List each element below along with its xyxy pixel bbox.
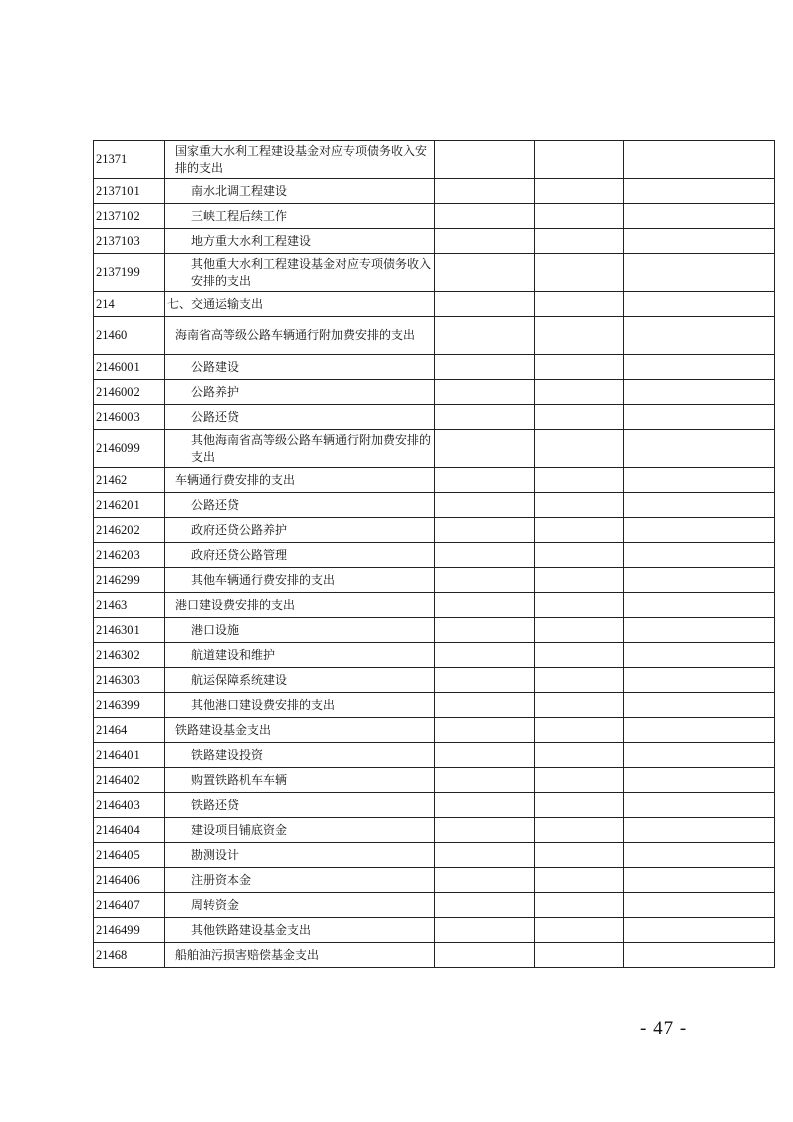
empty-cell (435, 179, 535, 204)
table-row (94, 380, 775, 405)
empty-cell (435, 493, 535, 518)
page-number: - 47 - (640, 1018, 688, 1039)
row-code: 2146002 (94, 380, 165, 405)
empty-cell (435, 355, 535, 380)
empty-cell (435, 943, 535, 968)
table-row (94, 718, 775, 743)
table-row (94, 593, 775, 618)
empty-cell (624, 918, 775, 943)
empty-cell (435, 643, 535, 668)
empty-cell (535, 693, 624, 718)
row-name: 车辆通行费安排的支出 (165, 468, 435, 493)
row-name: 航道建设和维护 (165, 643, 435, 668)
row-code: 21462 (94, 468, 165, 493)
row-name: 注册资本金 (165, 868, 435, 893)
row-name: 其他车辆通行费安排的支出 (165, 568, 435, 593)
empty-cell (624, 643, 775, 668)
empty-cell (535, 843, 624, 868)
row-code: 2146399 (94, 693, 165, 718)
empty-cell (624, 317, 775, 355)
empty-cell (624, 179, 775, 204)
table-row (94, 618, 775, 643)
empty-cell (624, 693, 775, 718)
table-row (94, 893, 775, 918)
empty-cell (535, 618, 624, 643)
row-code: 2146407 (94, 893, 165, 918)
row-code: 2137199 (94, 254, 165, 292)
empty-cell (624, 768, 775, 793)
table-row (94, 141, 775, 179)
table-row (94, 493, 775, 518)
empty-cell (624, 893, 775, 918)
empty-cell (535, 179, 624, 204)
table-row (94, 405, 775, 430)
empty-cell (624, 204, 775, 229)
row-code: 2146403 (94, 793, 165, 818)
row-code: 2146203 (94, 543, 165, 568)
row-code: 2146202 (94, 518, 165, 543)
row-code: 2146001 (94, 355, 165, 380)
empty-cell (624, 468, 775, 493)
empty-cell (435, 518, 535, 543)
table-row (94, 468, 775, 493)
row-name: 购置铁路机车车辆 (165, 768, 435, 793)
table-row (94, 355, 775, 380)
row-name: 政府还贷公路养护 (165, 518, 435, 543)
row-code: 214 (94, 292, 165, 317)
empty-cell (535, 317, 624, 355)
row-code: 21463 (94, 593, 165, 618)
row-code: 21468 (94, 943, 165, 968)
row-name: 铁路建设投资 (165, 743, 435, 768)
row-name: 港口建设费安排的支出 (165, 593, 435, 618)
row-name: 公路养护 (165, 380, 435, 405)
row-code: 21371 (94, 141, 165, 179)
row-code: 2146401 (94, 743, 165, 768)
row-code: 2146405 (94, 843, 165, 868)
row-name: 铁路建设基金支出 (165, 718, 435, 743)
row-code: 2146402 (94, 768, 165, 793)
empty-cell (624, 141, 775, 179)
row-name: 勘测设计 (165, 843, 435, 868)
row-code: 2146302 (94, 643, 165, 668)
empty-cell (435, 468, 535, 493)
table-row (94, 943, 775, 968)
empty-cell (624, 618, 775, 643)
row-name: 铁路还贷 (165, 793, 435, 818)
empty-cell (435, 568, 535, 593)
empty-cell (435, 793, 535, 818)
empty-cell (535, 918, 624, 943)
empty-cell (624, 943, 775, 968)
empty-cell (624, 593, 775, 618)
row-code: 2146499 (94, 918, 165, 943)
empty-cell (435, 618, 535, 643)
empty-cell (624, 793, 775, 818)
empty-cell (435, 229, 535, 254)
table-row (94, 518, 775, 543)
row-code: 21460 (94, 317, 165, 355)
row-name: 航运保障系统建设 (165, 668, 435, 693)
empty-cell (624, 668, 775, 693)
row-name: 周转资金 (165, 893, 435, 918)
empty-cell (535, 568, 624, 593)
empty-cell (624, 292, 775, 317)
empty-cell (435, 868, 535, 893)
table-row (94, 743, 775, 768)
table-row (94, 543, 775, 568)
empty-cell (435, 743, 535, 768)
empty-cell (435, 405, 535, 430)
row-name: 其他海南省高等级公路车辆通行附加费安排的支出 (165, 430, 435, 468)
empty-cell (624, 518, 775, 543)
empty-cell (435, 254, 535, 292)
empty-cell (624, 355, 775, 380)
empty-cell (435, 317, 535, 355)
empty-cell (435, 918, 535, 943)
empty-cell (435, 543, 535, 568)
table-row (94, 254, 775, 292)
empty-cell (535, 668, 624, 693)
empty-cell (535, 593, 624, 618)
empty-cell (435, 768, 535, 793)
empty-cell (535, 229, 624, 254)
empty-cell (624, 868, 775, 893)
budget-table-body (94, 141, 775, 968)
empty-cell (535, 518, 624, 543)
row-name: 三峡工程后续工作 (165, 204, 435, 229)
row-name: 南水北调工程建设 (165, 179, 435, 204)
empty-cell (535, 793, 624, 818)
row-name: 其他港口建设费安排的支出 (165, 693, 435, 718)
table-row (94, 568, 775, 593)
row-name: 公路还贷 (165, 405, 435, 430)
table-row (94, 793, 775, 818)
empty-cell (535, 355, 624, 380)
row-name: 七、交通运输支出 (165, 292, 435, 317)
row-code: 2146201 (94, 493, 165, 518)
empty-cell (535, 543, 624, 568)
table-row (94, 843, 775, 868)
table-row (94, 430, 775, 468)
empty-cell (535, 468, 624, 493)
empty-cell (624, 380, 775, 405)
row-name: 其他重大水利工程建设基金对应专项债务收入安排的支出 (165, 254, 435, 292)
empty-cell (535, 430, 624, 468)
empty-cell (435, 141, 535, 179)
empty-cell (535, 292, 624, 317)
empty-cell (624, 430, 775, 468)
empty-cell (535, 718, 624, 743)
empty-cell (535, 493, 624, 518)
empty-cell (624, 229, 775, 254)
row-name: 公路还贷 (165, 493, 435, 518)
empty-cell (435, 204, 535, 229)
table-row (94, 229, 775, 254)
empty-cell (624, 743, 775, 768)
row-name: 公路建设 (165, 355, 435, 380)
row-code: 2146003 (94, 405, 165, 430)
row-code: 2146099 (94, 430, 165, 468)
row-code: 2146299 (94, 568, 165, 593)
row-name: 建设项目铺底资金 (165, 818, 435, 843)
table-row (94, 179, 775, 204)
row-code: 21464 (94, 718, 165, 743)
row-name: 港口设施 (165, 618, 435, 643)
empty-cell (435, 380, 535, 405)
budget-table (93, 140, 775, 968)
row-name: 海南省高等级公路车辆通行附加费安排的支出 (165, 317, 435, 355)
empty-cell (535, 254, 624, 292)
row-code: 2146301 (94, 618, 165, 643)
empty-cell (535, 768, 624, 793)
empty-cell (435, 718, 535, 743)
row-code: 2146303 (94, 668, 165, 693)
empty-cell (535, 943, 624, 968)
row-name: 地方重大水利工程建设 (165, 229, 435, 254)
row-code: 2137102 (94, 204, 165, 229)
empty-cell (624, 568, 775, 593)
table-row (94, 768, 775, 793)
row-name: 国家重大水利工程建设基金对应专项债务收入安排的支出 (165, 141, 435, 179)
empty-cell (624, 543, 775, 568)
empty-cell (535, 868, 624, 893)
empty-cell (535, 405, 624, 430)
empty-cell (624, 718, 775, 743)
row-code: 2146406 (94, 868, 165, 893)
table-row (94, 668, 775, 693)
table-row (94, 317, 775, 355)
table-row (94, 868, 775, 893)
empty-cell (624, 254, 775, 292)
empty-cell (535, 141, 624, 179)
row-code: 2137101 (94, 179, 165, 204)
empty-cell (624, 493, 775, 518)
empty-cell (535, 204, 624, 229)
empty-cell (435, 593, 535, 618)
empty-cell (435, 668, 535, 693)
empty-cell (535, 743, 624, 768)
empty-cell (435, 818, 535, 843)
empty-cell (435, 693, 535, 718)
table-row (94, 918, 775, 943)
row-name: 船舶油污损害赔偿基金支出 (165, 943, 435, 968)
table-row (94, 693, 775, 718)
empty-cell (624, 818, 775, 843)
empty-cell (435, 893, 535, 918)
empty-cell (535, 643, 624, 668)
empty-cell (535, 893, 624, 918)
empty-cell (435, 843, 535, 868)
empty-cell (535, 818, 624, 843)
row-code: 2137103 (94, 229, 165, 254)
empty-cell (435, 292, 535, 317)
empty-cell (624, 843, 775, 868)
table-row (94, 204, 775, 229)
empty-cell (624, 405, 775, 430)
row-code: 2146404 (94, 818, 165, 843)
table-row (94, 643, 775, 668)
table-row (94, 818, 775, 843)
table-row (94, 292, 775, 317)
empty-cell (435, 430, 535, 468)
row-name: 政府还贷公路管理 (165, 543, 435, 568)
row-name: 其他铁路建设基金支出 (165, 918, 435, 943)
empty-cell (535, 380, 624, 405)
